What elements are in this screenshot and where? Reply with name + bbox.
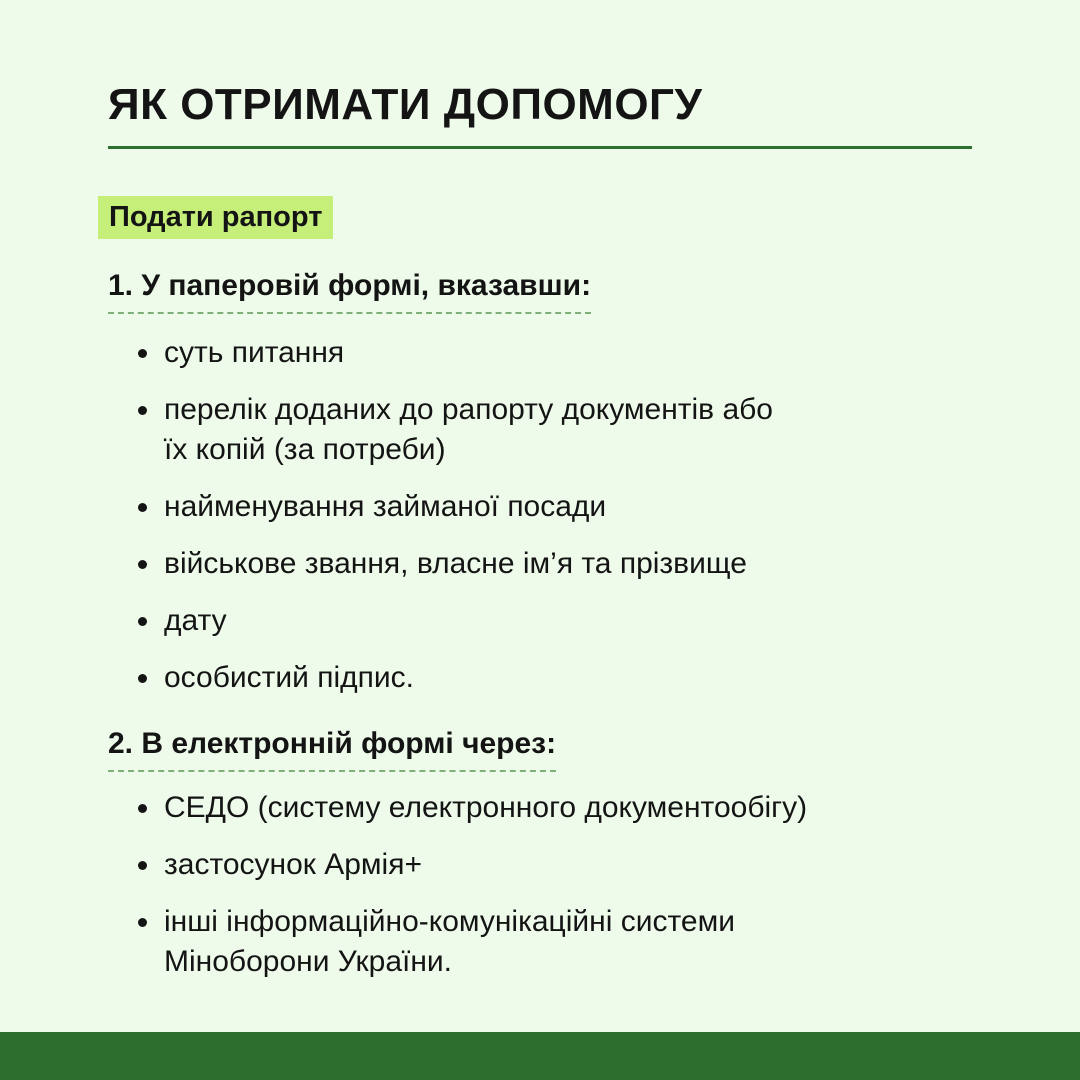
bullet-icon	[138, 861, 147, 870]
list-item	[136, 333, 1036, 373]
list-item-text: СЕДО (систему електронного документообігу)	[164, 791, 808, 824]
list-item-text: інші інформаційно-комунікаційні системи Міноборони України.	[164, 905, 735, 978]
list-item	[136, 544, 1036, 584]
list-item-text: особистий підпис.	[164, 661, 414, 694]
section-heading-paper-form: 1. У паперовій формі, вказавши:	[108, 266, 591, 314]
bullet-icon	[138, 349, 147, 358]
list-item-text: найменування займаної посади	[164, 490, 607, 523]
list-item	[136, 601, 1036, 641]
bullet-icon	[138, 406, 147, 415]
list-item-text: застосунок Армія+	[164, 848, 422, 881]
title-divider	[108, 146, 972, 149]
page-title: ЯК ОТРИМАТИ ДОПОМОГУ	[108, 80, 703, 129]
list-item-text: військове звання, власне ім’я та прізвище	[164, 547, 747, 580]
bullet-icon	[138, 804, 147, 813]
footer-bar	[0, 1032, 1080, 1080]
list-item	[136, 390, 1036, 470]
bullet-icon	[138, 503, 147, 512]
list-item	[136, 487, 1036, 527]
section-heading-electronic-form: 2. В електронній формі через:	[108, 724, 556, 772]
bullet-icon	[138, 918, 147, 927]
list-item	[136, 788, 1036, 828]
electronic-form-channels-list	[136, 788, 1036, 999]
list-item-text: дату	[164, 604, 227, 637]
list-item	[136, 902, 1036, 982]
list-item-text: суть питання	[164, 336, 345, 369]
list-item	[136, 845, 1036, 885]
bullet-icon	[138, 560, 147, 569]
submit-report-badge: Подати рапорт	[98, 196, 333, 239]
bullet-icon	[138, 617, 147, 626]
bullet-icon	[138, 674, 147, 683]
list-item-text: перелік доданих до рапорту документів або їх копій (за потреби)	[164, 393, 773, 466]
list-item	[136, 658, 1036, 698]
paper-form-requirements-list	[136, 333, 1036, 715]
